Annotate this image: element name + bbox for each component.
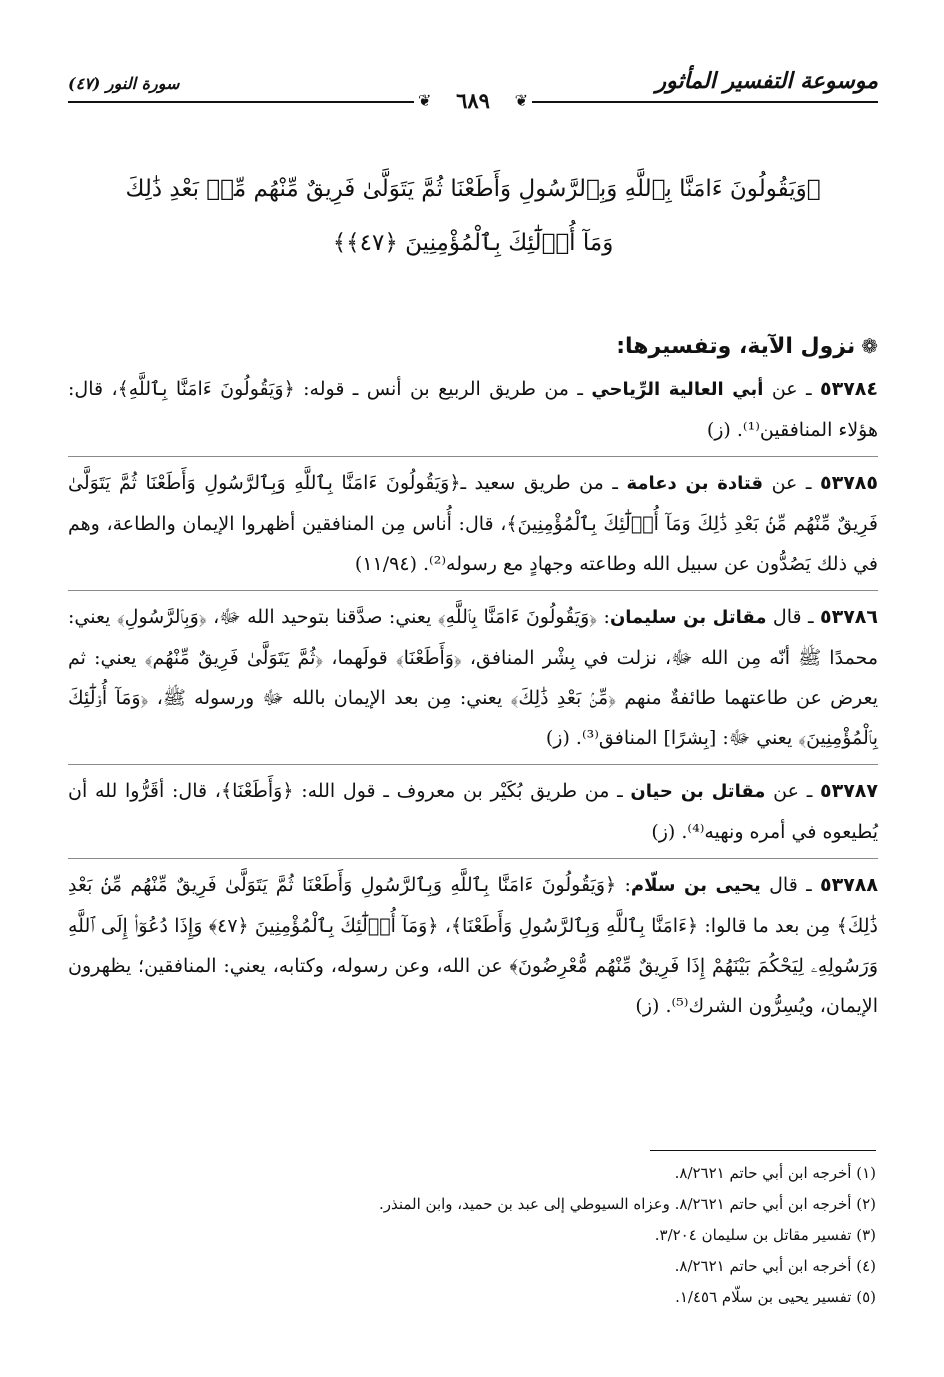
- entry-number: ٥٣٧٨٧: [820, 780, 878, 802]
- entry-text: : ﴿وَيَقُولُونَ ءَامَنَّا بِٱللَّهِ وَبِٱلرَّسُولِ وَأَطَعْنَا ثُمَّ يَتَوَلَّىٰ فَرِيقٌ مِّنْهُم مِّنۢ بَعْدِ ذَٰلِكَ﴾ مِن بعد ما قالوا: ﴿ءَامَنَّا بِٱللَّهِ وَبِٱلرَّسُولِ وَأَطَعْنَا﴾، ﴿وَمَآ أُو۟لَٰٓئِكَ بِٱلْمُؤْمِنِينَ ﴿٤٧﴾ وَإِذَا دُعُوٓا۟ إِلَى ٱللَّهِ وَرَسُولِهِۦ لِيَحْكُمَ بَيْنَهُمْ إِذَا فَرِيقٌ مِّنْهُم مُّعْرِضُونَ﴾ عن الله، وعن رسوله، وكتابه، يعني: المنافقين؛ يظهرون الإيمان، ويُسِرُّون الشرك⁽⁵⁾. (ز): [68, 874, 878, 1017]
- entry-number: ٥٣٧٨٦: [820, 606, 878, 628]
- book-title: موسوعة التفسير المأثور: [655, 68, 878, 94]
- tafsir-entry: [68, 463, 878, 591]
- footnote: (١) أخرجه ابن أبي حاتم ٨/٢٦٢١.: [674, 1164, 876, 1182]
- footnote-divider: [650, 1150, 876, 1151]
- verse-line: ﴿وَيَقُولُونَ ءَامَنَّا بِٱللَّهِ وَبِٱلرَّسُولِ وَأَطَعْنَا ثُمَّ يَتَوَلَّىٰ فَرِيقٌ مِّنْهُم مِّنۢ بَعْدِ ذَٰلِكَ: [125, 176, 821, 202]
- header-rule-left: [68, 101, 414, 103]
- entry-number: ٥٣٧٨٥: [820, 472, 878, 494]
- narrator-name: قتادة بن دعامة: [626, 473, 764, 494]
- entry-prefix: ـ قال: [760, 874, 821, 896]
- footnote: (٤) أخرجه ابن أبي حاتم ٨/٢٦٢١.: [674, 1257, 876, 1275]
- tafsir-entry: [68, 865, 878, 1032]
- tafsir-entry: [68, 597, 878, 765]
- flower-icon: ❁: [861, 334, 878, 358]
- entry-prefix: ـ قال: [766, 606, 821, 628]
- narrator-name: أبي العالية الرِّياحي: [591, 379, 764, 400]
- ornament-icon: ❦: [418, 91, 432, 110]
- narrator-name: مقاتل بن حيان: [630, 781, 766, 802]
- narrator-name: مقاتل بن سليمان: [609, 607, 767, 628]
- tafsir-entry: [68, 771, 878, 859]
- narrator-name: يحيى بن سلّام: [630, 875, 761, 896]
- page-number: ٦٨٩: [444, 88, 502, 113]
- book-page: [68, 60, 878, 1032]
- entry-number: ٥٣٧٨٤: [820, 378, 878, 400]
- section-heading: [68, 330, 878, 363]
- entry-prefix: ـ عن: [765, 780, 821, 802]
- footnote: (٣) تفسير مقاتل بن سليمان ٣/٢٠٤.: [654, 1226, 876, 1244]
- entry-prefix: ـ عن: [763, 472, 820, 494]
- ornament-icon: ❦: [514, 91, 528, 110]
- section-title: نزول الآية، وتفسيرها:: [616, 334, 856, 359]
- entry-text: ـ من طريق سعيد ـ﴿وَيَقُولُونَ ءَامَنَّا بِٱللَّهِ وَبِٱلرَّسُولِ وَأَطَعْنَا ثُمَّ يَتَوَلَّىٰ فَرِيقٌ مِّنْهُم مِّنۢ بَعْدِ ذَٰلِكَ وَمَآ أُو۟لَٰٓئِكَ بِٱلْمُؤْمِنِينَ﴾، قال: أُناس مِن المنافقين أظهروا الإيمان والطاعة، وهم في ذلك يَصُدُّون عن سبيل الله وطاعته وجهادٍ مع رسوله⁽²⁾. (١١/٩٤): [68, 472, 878, 575]
- page-number-bar: [68, 88, 878, 116]
- quran-verse: [68, 162, 878, 270]
- running-header: [68, 60, 878, 113]
- surah-label: سورة النور (٤٧): [68, 74, 180, 93]
- entry-prefix: ـ عن: [763, 378, 821, 400]
- tafsir-entry: [68, 369, 878, 457]
- verse-line: وَمَآ أُو۟لَٰٓئِكَ بِٱلْمُؤْمِنِينَ ﴿٤٧﴾﴾: [332, 230, 614, 256]
- entry-number: ٥٣٧٨٨: [820, 874, 878, 896]
- entry-text: ـ من طريق الربيع بن أنس ـ قوله: ﴿وَيَقُولُونَ ءَامَنَّا بِٱللَّهِ﴾، قال: هؤلاء المنافقين⁽¹⁾. (ز): [68, 378, 878, 441]
- entry-text: ـ من طريق بُكَيْر بن معروف ـ قول الله: ﴿وَأَطَعْنَا﴾، قال: أقَرُّوا لله أن يُطيعوه في أمره ونهيه⁽⁴⁾. (ز): [68, 780, 878, 843]
- entry-text: : ﴿وَيَقُولُونَ ءَامَنَّا بِٱللَّهِ﴾ يعني: صدَّقنا بتوحيد الله ﷻ، ﴿وَبِٱلرَّسُولِ﴾ يعني: محمدًا ﷺ أنّه مِن الله ﷻ، نزلت في بِشْر المنافق، ﴿وَأَطَعْنَا﴾ قولَهما، ﴿ثُمَّ يَتَوَلَّىٰ فَرِيقٌ مِّنْهُم﴾ يعني: ثم يعرض عن طاعتهما طائفةٌ منهم ﴿مِّنۢ بَعْدِ ذَٰلِكَ﴾ يعني: مِن بعد الإيمان بالله ﷻ ورسوله ﷺ، ﴿وَمَآ أُو۟لَٰٓئِكَ بِٱلْمُؤْمِنِينَ﴾ يعني ﷻ: [بِشرًا] المنافق⁽³⁾. (ز): [68, 606, 878, 749]
- footnotes: [66, 1158, 876, 1313]
- footnote: (٥) تفسير يحيى بن سلّام ١/٤٥٦.: [675, 1288, 876, 1306]
- header-rule-right: [532, 101, 878, 103]
- footnote: (٢) أخرجه ابن أبي حاتم ٨/٢٦٢١. وعزاه السيوطي إلى عبد بن حميد، وابن المنذر.: [378, 1195, 876, 1213]
